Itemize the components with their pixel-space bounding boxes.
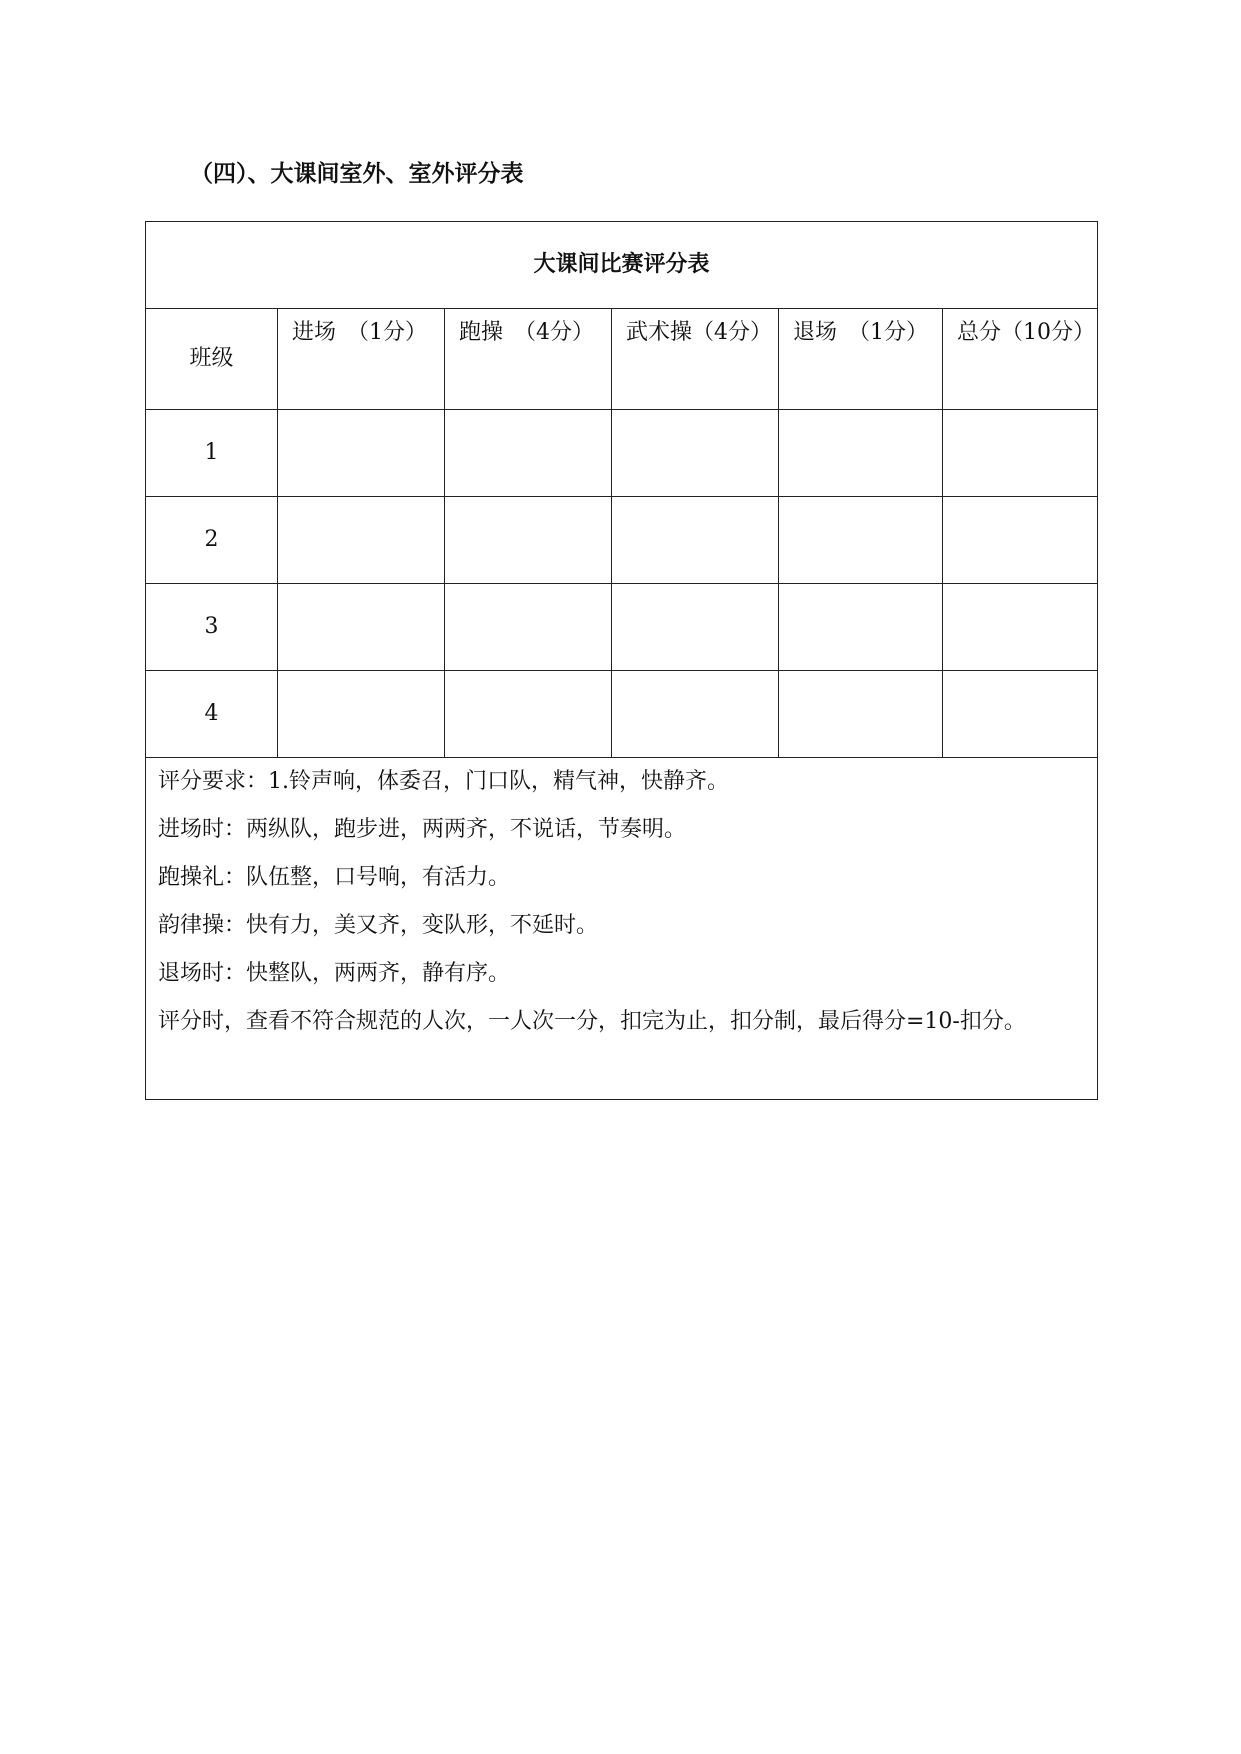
martial-arts-score-cell	[612, 497, 779, 584]
scoring-table	[145, 221, 1098, 1100]
table-row	[146, 671, 1098, 758]
column-header-martial-arts: 武术操（4分）	[612, 309, 779, 410]
scoring-requirements	[146, 758, 1098, 1100]
notes-row	[146, 758, 1098, 1100]
exit-score-cell	[779, 584, 943, 671]
martial-arts-score-cell	[612, 671, 779, 758]
table-row	[146, 410, 1098, 497]
class-number: 2	[146, 497, 278, 584]
requirement-line: 评分要求：1.铃声响，体委召，门口队，精气神，快静齐。	[158, 769, 729, 794]
entry-score-cell	[278, 410, 445, 497]
requirement-line: 韵律操：快有力，美又齐，变队形，不延时。	[158, 913, 599, 938]
total-score-cell	[943, 497, 1098, 584]
table-row	[146, 584, 1098, 671]
entry-score-cell	[278, 584, 445, 671]
class-number: 1	[146, 410, 278, 497]
class-number: 4	[146, 671, 278, 758]
table-header-row	[146, 309, 1098, 410]
column-header-entry: 进场 （1分）	[278, 309, 445, 410]
total-score-cell	[943, 671, 1098, 758]
requirement-line: 进场时：两纵队，跑步进，两两齐，不说话，节奏明。	[158, 817, 687, 842]
running-score-cell	[445, 671, 612, 758]
exit-score-cell	[779, 671, 943, 758]
running-score-cell	[445, 410, 612, 497]
exit-score-cell	[779, 410, 943, 497]
exit-score-cell	[779, 497, 943, 584]
entry-score-cell	[278, 671, 445, 758]
class-number: 3	[146, 584, 278, 671]
total-score-cell	[943, 410, 1098, 497]
running-score-cell	[445, 584, 612, 671]
martial-arts-score-cell	[612, 584, 779, 671]
running-score-cell	[445, 497, 612, 584]
column-header-total: 总分（10分）	[943, 309, 1098, 410]
table-title-row	[146, 222, 1098, 309]
entry-score-cell	[278, 497, 445, 584]
column-header-class: 班级	[146, 309, 278, 410]
table-row	[146, 497, 1098, 584]
total-score-cell	[943, 584, 1098, 671]
column-header-exit: 退场 （1分）	[779, 309, 943, 410]
requirement-line: 评分时，查看不符合规范的人次，一人次一分，扣完为止，扣分制，最后得分=10-扣分。	[158, 1009, 1026, 1034]
requirement-line: 跑操礼：队伍整，口号响，有活力。	[158, 865, 511, 890]
table-title: 大课间比赛评分表	[146, 222, 1098, 309]
martial-arts-score-cell	[612, 410, 779, 497]
section-heading: （四）、大课间室外、室外评分表	[190, 161, 524, 187]
requirement-line: 退场时：快整队，两两齐，静有序。	[158, 961, 511, 986]
column-header-running: 跑操 （4分）	[445, 309, 612, 410]
